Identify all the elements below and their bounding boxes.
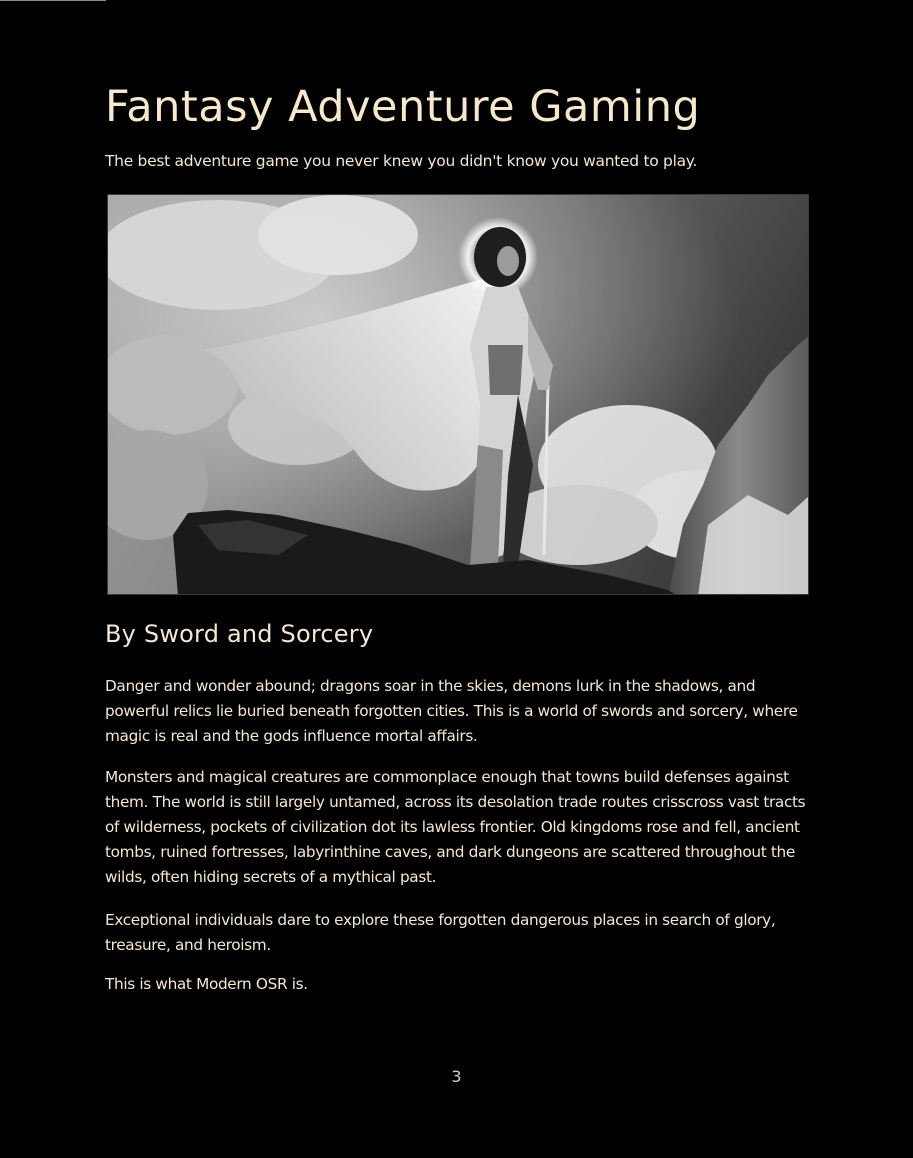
top-rule bbox=[0, 0, 106, 1]
page-number: 3 bbox=[451, 1067, 462, 1086]
body-paragraph-3: Exceptional individuals dare to explore these forgotten dangerous places in search of glory, treasure, and heroism. bbox=[105, 911, 776, 954]
body-paragraph-1: Danger and wonder abound; dragons soar in the skies, demons lurk in the shadows, and powerful relics lie buried beneath forgotten cities. This is a world of swords and sorcery, where magic is real and the gods influence mortal affairs. bbox=[105, 677, 798, 745]
page-subtitle: The best adventure game you never knew you didn't know you wanted to play. bbox=[105, 152, 698, 170]
section-heading: By Sword and Sorcery bbox=[105, 620, 374, 648]
hero-illustration bbox=[107, 194, 809, 595]
page-title: Fantasy Adventure Gaming bbox=[105, 82, 701, 132]
body-paragraph-4: This is what Modern OSR is. bbox=[105, 975, 308, 993]
body-paragraph-2: Monsters and magical creatures are commonplace enough that towns build defenses against them. The world is still largely untamed, across its desolation trade routes crisscross vast tracts of wilderness, pockets of civilization dot its lawless frontier. Old kingdoms rose and fell, ancient tombs, ruined fortresses, labyrinthine caves, and dark dungeons are scattered throughout the wilds, often hiding secrets of a mythical past. bbox=[105, 768, 806, 886]
